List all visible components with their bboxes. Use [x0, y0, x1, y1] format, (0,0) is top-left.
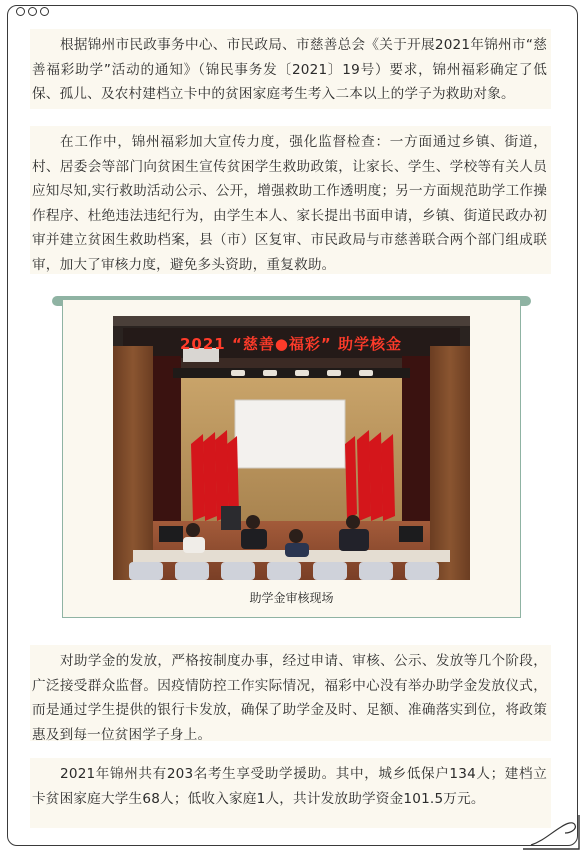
- dot-icon: [28, 7, 37, 16]
- paragraph-1-box: [30, 29, 551, 109]
- photo-caption: 助学金审核现场: [249, 591, 334, 605]
- paragraph-2-box: [30, 126, 551, 274]
- dot-icon: [40, 7, 49, 16]
- paragraph-4: 2021年锦州共有203名考生享受助学援助。其中，城乡低保户134人；建档立卡贫困家庭大学生68人；低收入家庭1人，共计发放助学资金101.5万元。: [32, 766, 547, 807]
- paragraph-2: 在工作中，锦州福彩加大宣传力度，强化监督检查：一方面通过乡镇、街道，村、居委会等部门向贫困生宣传贫困学生救助政策，让家长、学生、学校等有关人员应知尽知,实行救助活动公示、公开，增强救助工作透明度；另一方面规范助学工作操作程序、杜绝违法违纪行为，由学生本人、家长提出书面申请，乡镇、街道民政办初审并建立贫困生救助档案，县（市）区复审、市民政局与市慈善联合两个部门组成联审，加大了审核力度，避免多头资助，重复救助。: [32, 134, 547, 273]
- corner-swirl-icon: [521, 811, 581, 851]
- stage-banner-text: 2021 “慈善●福彩” 助学核金: [180, 335, 402, 353]
- window-dots: [16, 7, 49, 16]
- stage-illustration: [113, 316, 470, 580]
- photo-card: [62, 300, 521, 618]
- paragraph-1: 根据锦州市民政事务中心、市民政局、市慈善总会《关于开展2021年锦州市“慈善福彩助学”活动的通知》（锦民事务发〔2021〕19号）要求，锦州福彩确定了低保、孤儿、及农村建档立卡中的贫困家庭考生考入二本以上的学子为救助对象。: [32, 37, 547, 103]
- paragraph-3: 对助学金的发放，严格按制度办事，经过申请、审核、公示、发放等几个阶段，广泛接受群众监督。因疫情防控工作实际情况，福彩中心没有举办助学金发放仪式，而是通过学生提供的银行卡发放，确保了助学金及时、足额、准确落实到位，将政策惠及到每一位贫困学子身上。: [32, 653, 547, 743]
- paragraph-3-box: [30, 645, 551, 741]
- dot-icon: [16, 7, 25, 16]
- paragraph-4-box: [30, 758, 551, 828]
- review-scene-photo: [113, 316, 470, 580]
